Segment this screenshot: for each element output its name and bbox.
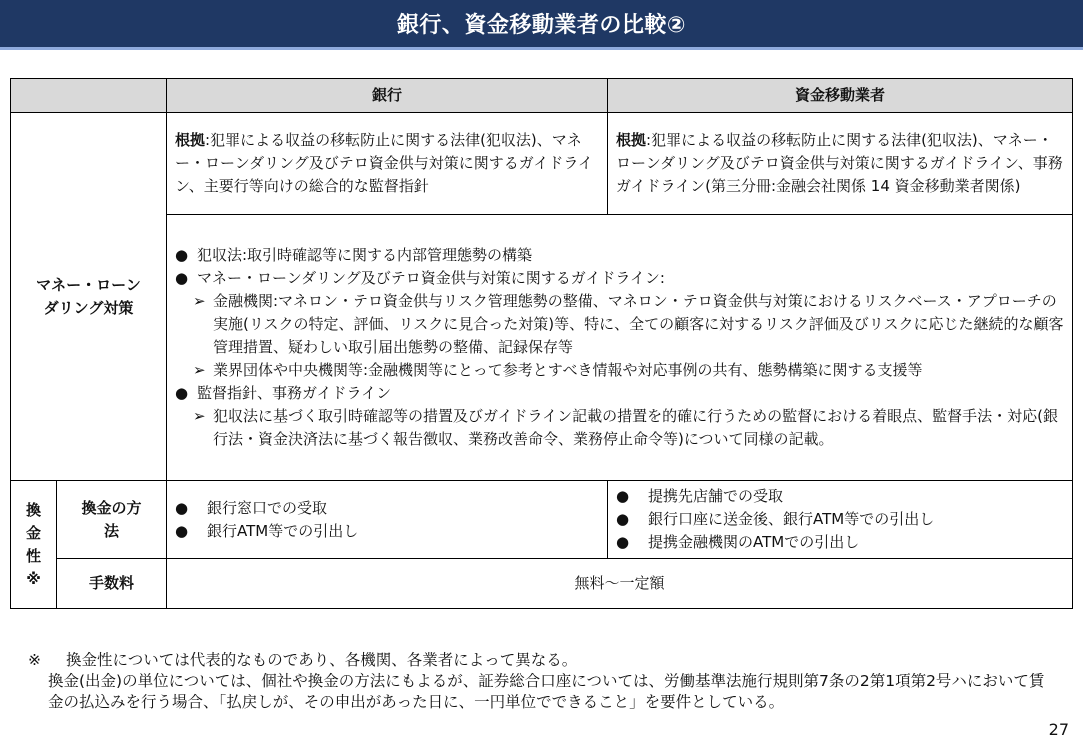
arrow-bullet-icon: ➢ [193, 292, 206, 310]
aml-label-line2: ダリング対策 [43, 298, 134, 317]
list-item [616, 531, 1064, 554]
convert-method-label-line2: 法 [103, 521, 119, 540]
header-fund-transfer: 資金移動業者 [608, 79, 1073, 113]
list-item [175, 520, 599, 543]
basis-fund-text: :犯罪による収益の移転防止に関する法律(犯収法)、マネー・ローンダリング及びテロ資金供与対策に関するガイドライン、事務ガイドライン(第三分冊:金融会社関係 14 資金移動業者関係) [616, 131, 1063, 195]
sub-list-item [175, 359, 1064, 382]
bullet-icon: ● [175, 269, 189, 287]
list-item [175, 497, 599, 520]
convert-method-label-line1: 換金の方 [81, 498, 142, 517]
arrow-bullet-icon: ➢ [193, 361, 206, 379]
bullet-icon: ● [616, 533, 630, 551]
footnote [28, 650, 1048, 713]
convert-bank-cell [167, 481, 608, 559]
list-item-text: 犯収法:取引時確認等に関する内部管理態勢の構築 [197, 246, 533, 264]
bullet-icon: ● [616, 487, 630, 505]
bullet-icon: ● [175, 521, 189, 540]
footnote-text1: 換金性については代表的なものであり、各機関、各業者によって異なる。 [66, 651, 578, 669]
bullet-icon: ● [175, 384, 189, 402]
bullet-icon: ● [175, 246, 189, 264]
basis-bank-bold: 根拠 [175, 131, 206, 149]
table-row [11, 113, 1073, 215]
convertibility-char: 性 [25, 546, 41, 565]
list-item [616, 508, 1064, 531]
list-item [175, 244, 1064, 267]
convertibility-char: 換 [25, 500, 41, 519]
list-item-text: 提携先店舗での受取 [648, 487, 784, 505]
comparison-table [10, 78, 1073, 609]
sub-list-item [175, 405, 1064, 451]
list-item-text: 金融機関:マネロン・テロ資金供与リスク管理態勢の整備、マネロン・テロ資金供与対策におけるリスクベース・アプローチの実施(リスクの特定、評価、リスクに見合った対策)等、特に、全ての顧客に対するリスク評価及びリスクに応じた継続的な顧客管理措置、疑わしい取引届出態勢の整備、記録保存等 [213, 292, 1064, 356]
table-row [11, 215, 1073, 481]
list-item-text: マネー・ローンダリング及びテロ資金供与対策に関するガイドライン: [197, 269, 665, 287]
list-item-text: 業界団体や中央機関等:金融機関等にとって参考とすべき情報や対応事例の共有、態勢構築に関する支援等 [213, 361, 923, 379]
aml-measures-cell [167, 215, 1073, 481]
footnote-line1 [28, 650, 1048, 671]
list-item-text: 犯収法に基づく取引時確認等の措置及びガイドライン記載の措置を的確に行うための監督における着眼点、監督手法・対応(銀行法・資金決済法に基づく報告徴収、業務改善命令、業務停止命令等)について同様の記載。 [213, 407, 1058, 448]
basis-bank-cell [167, 113, 608, 215]
convertibility-char: 金 [25, 523, 41, 542]
basis-bank-text: :犯罪による収益の移転防止に関する法律(犯収法)、マネー・ローンダリング及びテロ資金供与対策に関するガイドライン、主要行等向けの総合的な監督指針 [175, 131, 593, 195]
fee-label: 手数料 [57, 559, 167, 609]
list-item [175, 267, 1064, 290]
list-item-text: 監督指針、事務ガイドライン [197, 384, 392, 402]
list-item-text: 提携金融機関のATMでの引出し [648, 533, 860, 551]
table-row [11, 559, 1073, 609]
title-underline [0, 47, 1083, 50]
basis-fund-cell [608, 113, 1073, 215]
header-empty-cell [11, 79, 167, 113]
page-number: 27 [1048, 720, 1069, 739]
arrow-bullet-icon: ➢ [193, 407, 206, 425]
aml-row-label [11, 113, 167, 481]
convert-method-label [57, 481, 167, 559]
convertibility-note-mark: ※ [26, 569, 41, 588]
table-header-row [11, 79, 1073, 113]
basis-fund-bold: 根拠 [616, 131, 647, 149]
list-item-text: 銀行ATM等での引出し [207, 521, 359, 540]
list-item-text: 銀行口座に送金後、銀行ATM等での引出し [648, 510, 935, 528]
list-item [175, 382, 1064, 405]
aml-label-line1: マネー・ローン [36, 275, 141, 294]
convert-fund-cell [608, 481, 1073, 559]
sub-list-item [175, 290, 1064, 359]
page-title: 銀行、資金移動業者の比較② [396, 13, 687, 38]
bullet-icon: ● [616, 510, 630, 528]
footnote-text2: 換金(出金)の単位については、個社や換金の方法にもよるが、証券総合口座については、労働基準法施行規則第7条の2第1項第2号ハにおいて賃金の払込みを行う場合、「払戻しが、その申出があった日に、一円単位でできること」を要件としている。 [48, 672, 1045, 711]
note-mark: ※ [28, 651, 41, 669]
list-item-text: 銀行窓口での受取 [207, 498, 328, 517]
fee-value: 無料〜一定額 [167, 559, 1073, 609]
table-row [11, 481, 1073, 559]
bullet-icon: ● [175, 498, 189, 517]
title-bar [0, 0, 1083, 47]
convertibility-label [11, 481, 57, 609]
list-item [616, 485, 1064, 508]
header-bank: 銀行 [167, 79, 608, 113]
